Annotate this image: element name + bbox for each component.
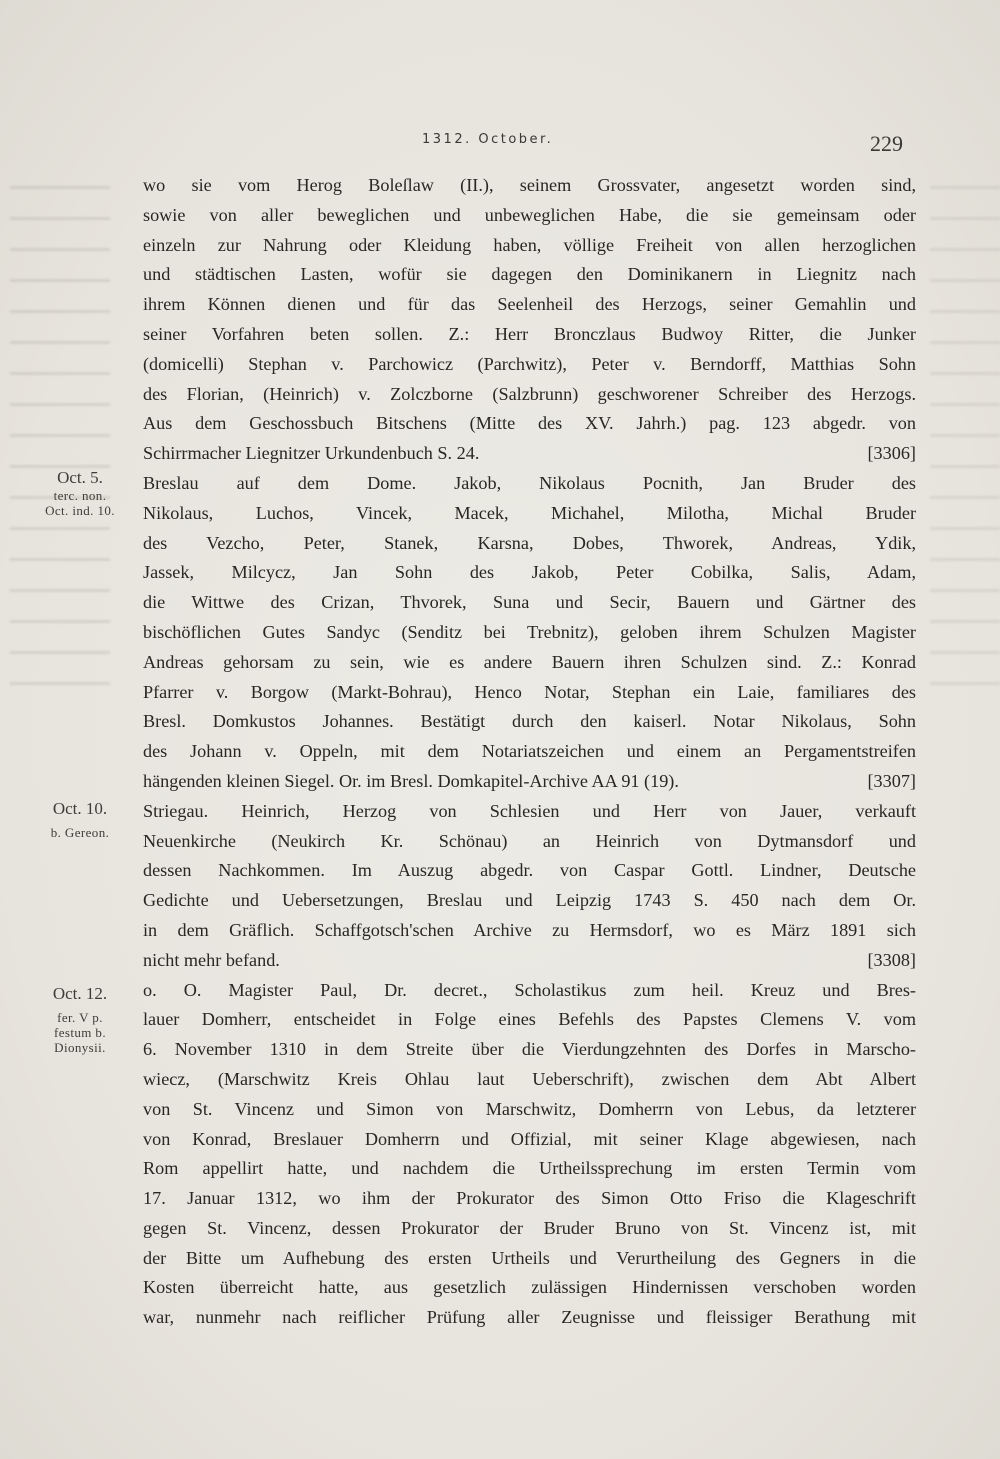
text-line: wiecz, (Marschwitz Kreis Ohlau laut Ueberschrift), zwischen dem Abt Albert xyxy=(143,1068,916,1089)
text-line: 17. Januar 1312, wo ihm der Prokurator des Simon Otto Friso die Klageschrift xyxy=(143,1188,916,1209)
text-line: Breslau auf dem Dome. Jakob, Nikolaus Pocnith, Jan Bruder des xyxy=(143,472,916,493)
text-line: bischöflichen Gutes Sandyc (Senditz bei Trebnitz), geloben ihrem Schulzen Magister xyxy=(143,621,916,642)
text-line: des Florian, (Heinrich) v. Zolczborne (Salzbrunn) geschworener Schreiber des Herzogs. xyxy=(143,383,916,404)
text-line: 6. November 1310 in dem Streite über die Vierdungzehnten des Dorfes in Marscho- xyxy=(143,1039,916,1060)
running-head: 1312. October. xyxy=(422,132,554,147)
margin-note-oct-5 xyxy=(28,468,132,518)
margin-date: Oct. 12. xyxy=(52,984,108,1003)
text-line: Rom appellirt hatte, und nachdem die Urtheilssprechung im ersten Termin vom xyxy=(143,1158,916,1179)
text-line: des Vezcho, Peter, Stanek, Karsna, Dobes, Thworek, Andreas, Ydik, xyxy=(143,532,916,553)
text-line: sowie von aller beweglichen und unbeweglichen Habe, die sie gemeinsam oder xyxy=(143,204,916,225)
text-line: dessen Nachkommen. Im Auszug abgedr. von Caspar Gottl. Lindner, Deutsche xyxy=(143,860,916,881)
margin-feast: festum b. xyxy=(54,1025,106,1040)
margin-date: Oct. 5. xyxy=(57,468,103,487)
text-line: (domicelli) Stephan v. Parchowicz (Parchwitz), Peter v. Berndorff, Matthias Sohn xyxy=(143,353,916,374)
margin-feast: terc. non. xyxy=(53,488,107,503)
margin-date: Oct. 10. xyxy=(52,799,108,818)
line-text: nicht mehr befand. xyxy=(143,949,280,970)
text-line: Neuenkirche (Neukirch Kr. Schönau) an Heinrich von Dytmansdorf und xyxy=(143,830,916,851)
text-line: Nikolaus, Luchos, Vincek, Macek, Michahel, Milotha, Michal Bruder xyxy=(143,502,916,523)
main-text xyxy=(143,171,916,1333)
text-line: gegen St. Vincenz, dessen Prokurator der Bruder Bruno von St. Vincenz ist, mit xyxy=(143,1217,916,1238)
text-line: war, nunmehr nach reiflicher Prüfung aller Zeugnisse und fleissiger Berathung mit xyxy=(143,1307,916,1328)
document-number: [3306] xyxy=(867,443,916,464)
text-line: Bresl. Domkustos Johannes. Bestätigt durch den kaiserl. Notar Nikolaus, Sohn xyxy=(143,711,916,732)
page-number: 229 xyxy=(870,131,903,156)
text-line: der Bitte um Aufhebung des ersten Urtheils und Verurtheilung des Gegners in die xyxy=(143,1247,916,1268)
text-line: lauer Domherr, entscheidet in Folge eines Befehls des Papstes Clemens V. vom xyxy=(143,1009,916,1030)
show-through-right xyxy=(930,170,1000,690)
line-text: hängenden kleinen Siegel. Or. im Bresl. Domkapitel-Archive AA 91 (19). xyxy=(143,770,679,791)
margin-note-oct-12 xyxy=(28,984,132,1055)
text-line: Andreas gehorsam zu sein, wie es andere Bauern ihren Schulzen sind. Z.: Konrad xyxy=(143,651,916,672)
text-line: einzeln zur Nahrung oder Kleidung haben, völlige Freiheit von allen herzoglichen xyxy=(143,234,916,255)
text-line: Striegau. Heinrich, Herzog von Schlesien und Herr von Jauer, verkauft xyxy=(143,800,916,821)
text-line: von Konrad, Breslauer Domherrn und Offizial, mit seiner Klage abgewiesen, nach xyxy=(143,1128,916,1149)
margin-feast: fer. V p. xyxy=(57,1010,103,1025)
text-line: Pfarrer v. Borgow (Markt-Bohrau), Henco Notar, Stephan ein Laie, familiares des xyxy=(143,681,916,702)
text-line: o. O. Magister Paul, Dr. decret., Scholastikus zum heil. Kreuz und Bres- xyxy=(143,979,916,1000)
show-through-left xyxy=(10,170,110,690)
text-line: Kosten überreicht hatte, aus gesetzlich zulässigen Hindernissen verschoben worden xyxy=(143,1277,916,1298)
text-line: und städtischen Lasten, wofür sie dagegen den Dominikanern in Liegnitz nach xyxy=(143,264,916,285)
document-number: [3308] xyxy=(867,949,916,970)
text-line: von St. Vincenz und Simon von Marschwitz, Domherrn von Lebus, da letzterer xyxy=(143,1098,916,1119)
line-text: Schirrmacher Liegnitzer Urkundenbuch S. 24. xyxy=(143,443,480,464)
text-line: wo sie vom Herog Boleſlaw (II.), seinem Grossvater, angesetzt worden sind, xyxy=(143,175,916,195)
text-line: seiner Vorfahren beten sollen. Z.: Herr Bronczlaus Budwoy Ritter, die Junker xyxy=(143,323,916,344)
text-line xyxy=(143,439,916,469)
text-line: ihrem Können dienen und für das Seelenheil des Herzogs, seiner Gemahlin und xyxy=(143,294,916,315)
margin-note-oct-10 xyxy=(28,799,132,840)
margin-feast: Oct. ind. 10. xyxy=(45,503,115,518)
document-number: [3307] xyxy=(867,770,916,791)
text-line: Aus dem Geschossbuch Bitschens (Mitte des XV. Jahrh.) pag. 123 abgedr. von xyxy=(143,413,916,434)
text-line: die Wittwe des Crizan, Thvorek, Suna und Secir, Bauern und Gärtner des xyxy=(143,592,916,613)
text-line: Jassek, Milcycz, Jan Sohn des Jakob, Peter Cobilka, Salis, Adam, xyxy=(143,562,916,583)
text-line: Gedichte und Uebersetzungen, Breslau und Leipzig 1743 S. 450 nach dem Or. xyxy=(143,890,916,911)
text-line: in dem Gräflich. Schaffgotsch'schen Archive zu Hermsdorf, wo es März 1891 sich xyxy=(143,919,916,940)
margin-feast: b. Gereon. xyxy=(50,825,110,840)
text-line: des Johann v. Oppeln, mit dem Notariatszeichen und einem an Pergamentstreifen xyxy=(143,741,916,762)
margin-feast: Dionysii. xyxy=(54,1040,106,1055)
text-line xyxy=(143,767,916,797)
text-line xyxy=(143,946,916,976)
